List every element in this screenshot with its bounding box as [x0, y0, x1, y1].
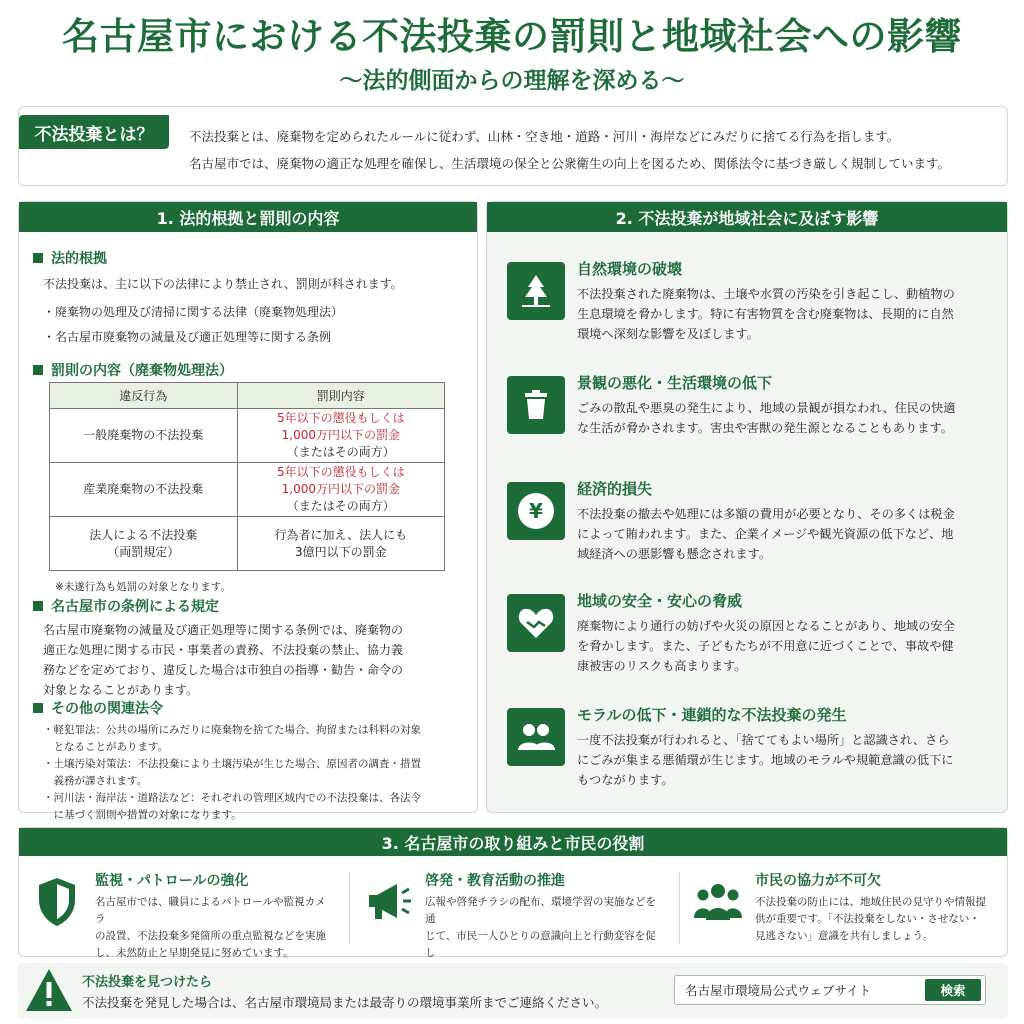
page-subtitle: 〜法的側面からの理解を深める〜 — [339, 68, 685, 94]
warning-icon — [24, 967, 74, 1017]
ordinance-heading: 名古屋市の条例による規定 — [51, 599, 219, 615]
bullet-square — [33, 601, 43, 611]
heart-handshake-icon — [507, 594, 565, 652]
violation-line: （両罰規定） — [107, 544, 180, 559]
initiative-line: 広報や啓発チラシの配布、環境学習の実施などを通 — [425, 896, 656, 925]
other-law-line: ・土壌汚染対策法：不法投棄により土壌汚染が生じた場合、原因者の調査・措置 — [43, 758, 421, 770]
definition-line: 不法投棄とは、廃棄物を定められたルールに従わず、山林・空き地・道路・河川・海岸などにみだりに捨てる行為を指します。 — [189, 129, 900, 144]
other-law-line: 義務が課されます。 — [43, 775, 148, 787]
ordinance-section — [33, 596, 403, 700]
violation-cell: 一般廃棄物の不法投棄 — [50, 409, 238, 463]
footer-title: 不法投棄を見つけたら — [82, 975, 213, 990]
impact-line: 域経済への悪影響も懸念されます。 — [577, 547, 772, 561]
initiative-line: し、未然防止と早期発見に努めています。 — [95, 947, 294, 959]
impact-text — [577, 504, 987, 564]
initiative-column — [349, 862, 679, 959]
impact-title: 自然環境の破壊 — [577, 260, 683, 278]
penalty-note: ※未遂行為も処罰の対象となります。 — [55, 581, 231, 593]
penalty-line: 行為者に加え、法人にも — [274, 527, 408, 542]
initiative-line: 見逃さない」意識を共有しましょう。 — [755, 930, 934, 942]
penalty-cell — [237, 517, 444, 571]
impact-line: な生活が脅かされます。害虫や害獣の発生源となることもあります。 — [577, 421, 953, 435]
initiative-line: じて、市民一人ひとりの意識向上と行動変容を促し — [425, 930, 656, 959]
penalty-line: 1,000万円以下の罰金 — [281, 482, 400, 496]
initiative-line: 不法投棄の防止には、地域住民の見守りや情報提 — [755, 896, 986, 908]
initiative-column — [19, 862, 349, 959]
ordinance-line: 適正な処理に関する市民・事業者の責務、不法投棄の禁止、協力義 — [43, 643, 404, 657]
initiative-text — [755, 894, 995, 945]
impact-line: 一度不法投棄が行われると、「捨ててもよい場所」と認識され、さら — [577, 733, 950, 747]
table-row — [50, 517, 445, 571]
report-footer — [18, 963, 1008, 1019]
impact-title: 地域の安全・安心の脅威 — [577, 592, 743, 610]
initiative-title: 監視・パトロールの強化 — [95, 873, 249, 889]
impact-text — [577, 398, 987, 438]
impact-text — [577, 616, 987, 676]
impact-line: 康被害のリスクも高まります。 — [577, 659, 747, 673]
initiatives-panel — [18, 827, 1008, 957]
svg-text:¥: ¥ — [529, 499, 543, 523]
impact-line: もつながります。 — [577, 773, 674, 787]
violation-line: 法人による不法投棄 — [89, 527, 198, 542]
other-law-line: ・河川法・海岸法・道路法など：それぞれの管理区域内での不法投棄は、各法令 — [43, 792, 421, 804]
impact-line: 生息環境を脅かします。特に有害物質を含む廃棄物は、長期的に自然 — [577, 307, 954, 321]
definition-line: 名古屋市では、廃棄物の適正な処理を確保し、生活環境の保全と公衆衛生の向上を図るため、関係法令に基づき厳しく規制しています。 — [189, 156, 951, 171]
impact-title: モラルの低下・連鎖的な不法投棄の発生 — [577, 706, 847, 724]
yen-icon — [507, 482, 565, 540]
impact-text — [577, 730, 987, 790]
penalty-cell — [237, 463, 444, 517]
page-title: 名古屋市における不法投棄の罰則と地域社会への影響 — [62, 15, 962, 58]
other-laws-section — [33, 698, 421, 824]
impact-line: 環境へ深刻な影響を及ぼします。 — [577, 327, 759, 341]
other-law-line: に基づく罰則や措置の対象になります。 — [43, 809, 242, 821]
trash-can-icon — [507, 376, 565, 434]
penalty-line: 3億円以下の罰金 — [294, 544, 387, 559]
penalty-table — [49, 382, 445, 571]
penalty-section — [33, 360, 233, 380]
search-input[interactable] — [675, 976, 915, 1004]
initiative-column — [679, 862, 1009, 954]
initiative-title: 市民の協力が不可欠 — [755, 873, 881, 889]
footer-text: 不法投棄を発見した場合は、名古屋市環境局または最寄りの環境事業所までご連絡ください。 — [82, 995, 608, 1010]
legal-basis-heading: 法的根拠 — [51, 251, 107, 267]
penalty-heading: 罰則の内容（廃棄物処理法） — [51, 363, 233, 379]
impact-line: 廃棄物により通行の妨げや火災の原因となることがあり、地域の安全 — [577, 619, 955, 633]
impact-line: を脅かします。また、子どもたちが不用意に近づくことで、事故や健 — [577, 639, 954, 653]
initiative-title: 啓発・教育活動の推進 — [425, 873, 565, 889]
initiative-line: 供が重要です。「不法投棄をしない・させない・ — [755, 913, 980, 925]
violation-cell — [50, 517, 238, 571]
impact-text — [577, 284, 987, 344]
ordinance-text — [33, 620, 403, 700]
megaphone-icon — [365, 880, 413, 928]
legal-panel-heading: 1. 法的根拠と罰則の内容 — [19, 202, 477, 232]
table-row — [50, 463, 445, 517]
col-header-penalty: 罰則内容 — [237, 383, 444, 409]
impact-card — [499, 360, 997, 458]
other-law-line: となることがあります。 — [43, 741, 169, 753]
penalty-line: 5年以下の懲役もしくは — [276, 465, 405, 479]
impact-panel-heading: 2. 不法投棄が地域社会に及ぼす影響 — [487, 202, 1007, 232]
other-law-line: ・軽犯罪法：公共の場所にみだりに廃棄物を捨てた場合、拘留または科料の対象 — [43, 724, 421, 736]
impact-card — [499, 692, 997, 790]
initiative-line: 名古屋市では、職員によるパトロールや監視カメラ — [95, 896, 326, 925]
ordinance-line: 名古屋市廃棄物の減量及び適正処理等に関する条例では、廃棄物の — [43, 623, 404, 637]
definition-label: 不法投棄とは？ — [19, 115, 169, 149]
people-icon — [507, 708, 565, 766]
bullet-square — [33, 365, 43, 375]
shield-icon — [35, 876, 79, 932]
law-item: ・名古屋市廃棄物の減量及び適正処理等に関する条例 — [43, 330, 332, 344]
bullet-square — [33, 253, 43, 263]
definition-box — [18, 106, 1008, 186]
other-laws-text — [33, 722, 421, 824]
impact-line: にごみが集まる悪循環が生じます。地域のモラルや規範意識の低下に — [577, 753, 954, 767]
impact-line: 不法投棄された廃棄物は、土壌や水質の汚染を引き起こし、動植物の — [577, 287, 955, 301]
ordinance-line: 対象となることがあります。 — [43, 683, 199, 697]
impact-card — [499, 466, 997, 564]
impact-line: ごみの散乱や悪臭の発生により、地域の景観が損なわれ、住民の快適 — [577, 401, 956, 415]
impact-line: 不法投棄の撤去や処理には多額の費用が必要となり、その多くは税金 — [577, 507, 955, 521]
impact-title: 経済的損失 — [577, 480, 653, 498]
legal-basis-section — [33, 248, 403, 350]
table-row — [50, 409, 445, 463]
initiatives-heading: 3. 名古屋市の取り組みと市民の役割 — [19, 828, 1007, 856]
penalty-line: 5年以下の懲役もしくは — [276, 411, 405, 425]
ordinance-line: 務などを定めており、違反した場合は市独自の指導・勧告・命令の — [43, 663, 404, 677]
law-item: ・廃棄物の処理及び清掃に関する法律（廃棄物処理法） — [43, 305, 344, 319]
impact-card — [499, 246, 997, 344]
impact-card — [499, 578, 997, 676]
penalty-line: （またはその両方） — [286, 499, 395, 513]
tree-icon — [507, 262, 565, 320]
violation-cell: 産業廃棄物の不法投棄 — [50, 463, 238, 517]
legal-panel — [18, 201, 478, 821]
initiative-text — [95, 894, 335, 962]
other-laws-heading: その他の関連法令 — [51, 701, 163, 717]
impact-title: 景観の悪化・生活環境の低下 — [577, 374, 773, 392]
impact-line: によって賄われます。また、企業イメージや観光資源の低下など、地 — [577, 527, 954, 541]
impact-panel — [486, 201, 1008, 813]
penalty-cell — [237, 409, 444, 463]
penalty-table-wrap — [49, 382, 445, 596]
bullet-square — [33, 703, 43, 713]
col-header-violation: 違反行為 — [50, 383, 238, 409]
penalty-line: 1,000万円以下の罰金 — [281, 428, 400, 442]
penalty-line: （またはその両方） — [286, 445, 395, 459]
group-icon — [693, 882, 743, 926]
search-button[interactable]: 検索 — [925, 979, 981, 1001]
definition-text — [189, 123, 999, 177]
legal-basis-intro: 不法投棄は、主に以下の法律により禁止され、罰則が科されます。 — [43, 277, 403, 291]
initiative-line: の設置、不法投棄多発箇所の重点監視などを実施 — [95, 930, 326, 942]
search-box — [674, 975, 986, 1005]
